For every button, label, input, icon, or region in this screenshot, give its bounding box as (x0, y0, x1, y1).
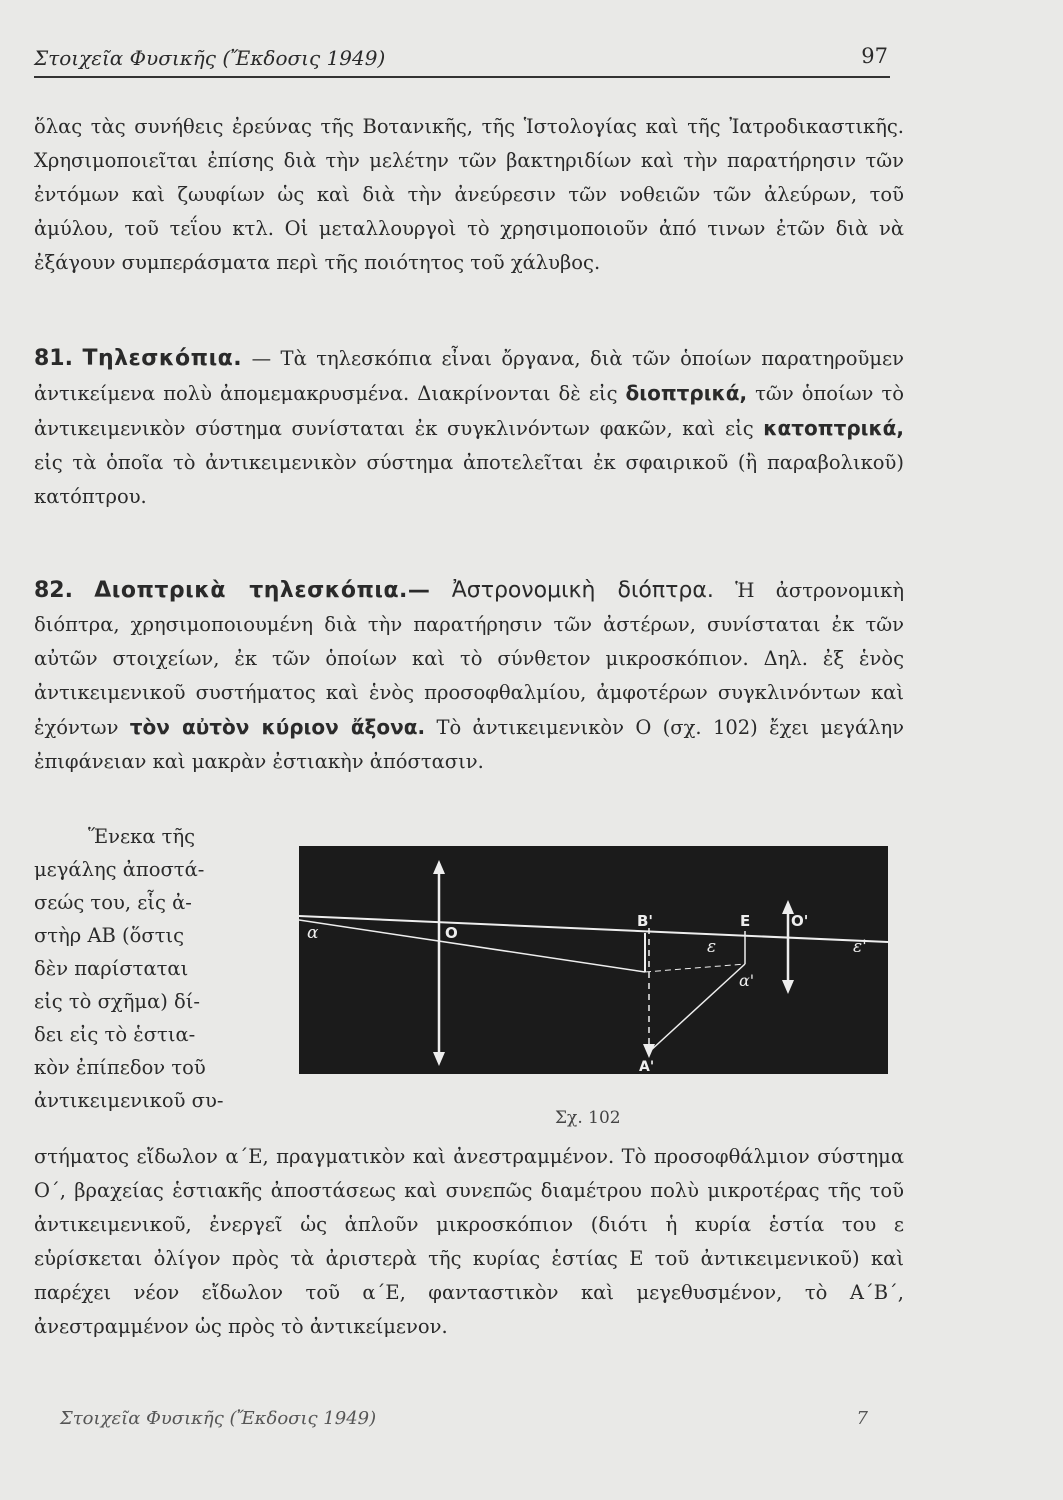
section-81-number: 81. (34, 346, 73, 371)
label-b-prime: B' (637, 912, 654, 930)
side-text-column (34, 820, 270, 1117)
label-epsilon-prime: ε' (853, 937, 867, 957)
incident-ray (299, 920, 645, 972)
objective-arrow-top (433, 860, 445, 874)
term-katoptrika: κατοπτρικά, (763, 416, 904, 440)
signature-footer (60, 1408, 890, 1438)
objective-arrow-bottom (433, 1052, 445, 1066)
section-82 (34, 574, 904, 779)
term-common-axis: τὸν αὐτὸν κύριον ἄξονα. (129, 715, 426, 739)
side-line: εἰς τὸ σχῆμα) δί- (34, 990, 201, 1013)
side-line: μεγάλης ἀποστά- (34, 858, 205, 881)
term-dioptrika: διοπτρικά, (625, 381, 748, 405)
final-text: στήματος εἴδωλον α΄Ε, πραγματικὸν καὶ ἀνεστραμμένον. Τὸ προσοφθάλμιον σύστημα Ο΄, βραχείας ἑστιακῆς ἀποστάσεως καὶ συνεπῶς διαμέτρου πολὺ μικροτέρας τῆς τοῦ ἀντικειμενικοῦ, ἐνεργεῖ ὡς ἁπλοῦν μικροσκόπιον (διότι ἡ κυρία ἑστία του ε εὑρίσκεται ὀλίγον πρὸς τὰ ἀριστερὰ τῆς κυρίας ἑστίας Ε τοῦ ἀντικειμενικοῦ) καὶ παρέχει νέον εἴδωλον τοῦ α΄Ε, φανταστικὸν καὶ μεγεθυσμένον, τὸ Α΄Β΄, ἀνεστραμμένον ὡς πρὸς τὸ ἀντικείμενον. (34, 1145, 904, 1338)
signature-mark: 7 (856, 1408, 868, 1429)
side-line: στὴρ ΑΒ (ὅστις (34, 924, 185, 947)
construction-line (645, 964, 745, 972)
intro-text: ὅλας τὰς συνήθεις ἐρεύνας τῆς Βοτανικῆς, τῆς Ἱστολογίας καὶ τῆς Ἰατροδικαστικῆς. Χρησιμοποιεῖται ἐπίσης διὰ τὴν μελέτην τῶν βακτηριδίων καὶ τὴν παρατήρησιν τῶν ἐντόμων καὶ ζωυφίων ὡς καὶ διὰ τὴν ἀνεύρεσιν τῶν νοθειῶν τῶν ἀλεύρων, τοῦ ἀμύλου, τοῦ τεΐου κτλ. Οἱ μεταλλουργοὶ τὸ χρησιμοποιοῦν ἀπό τινων ἐτῶν διὰ νὰ ἐξάγουν συμπεράσματα περὶ τῆς ποιότητος τοῦ χάλυβος. (34, 115, 904, 274)
header-title: Στοιχεῖα Φυσικῆς (Ἔκδοσις 1949) (34, 46, 386, 70)
page-number: 97 (861, 44, 888, 68)
section-82-number: 82. (34, 578, 73, 603)
side-line: ἀντικειμενικοῦ συ- (34, 1089, 224, 1112)
ray-diagram (299, 846, 888, 1074)
section-82-title: Διοπτρικὰ τηλεσκόπια.— (94, 578, 431, 603)
side-line: σεώς του, εἷς ἀ- (34, 891, 192, 914)
section-81-text-b: τῶν ὁποίων τὸ ἀντικειμενικὸν σύστημα συνίσταται ἐκ συγκλινόντων φακῶν, καὶ εἰς (34, 382, 904, 440)
label-alpha: α (307, 923, 319, 943)
label-e: E (740, 912, 751, 930)
label-alpha-prime: α' (739, 971, 755, 990)
section-81-text-a: — Τὰ τηλεσκόπια εἶναι ὄργανα, διὰ τῶν ὁποίων παρατηροῦμεν ἀντικείμενα πολὺ ἀπομεμακρυσμένα. Διακρίνονται δὲ εἰς (34, 347, 905, 405)
side-line: κὸν ἐπίπεδον τοῦ (34, 1056, 206, 1079)
intro-paragraph (34, 110, 904, 280)
running-header (34, 42, 890, 78)
section-82-text-a: Ἡ ἀστρονομικὴ διόπτρα, χρησιμοποιουμένη διὰ τὴν παρατήρησιν τῶν ἀστέρων, συνίσταται ἐκ τῶν αὐτῶν στοιχείων, ἐκ τῶν ὁποίων καὶ τὸ σύνθετον μικροσκόπιον. Δηλ. ἐξ ἑνὸς ἀντικειμενικοῦ συστήματος καὶ ἑνὸς προσοφθαλμίου, ἀμφοτέρων συγκλινόντων καὶ ἐχόντων (34, 579, 905, 739)
section-82-text-b: Τὸ ἀντικειμενικὸν Ο (σχ. 102) ἔχει μεγάλην ἐπιφάνειαν καὶ μακρὰν ἐστιακὴν ἀπόστασιν. (34, 716, 905, 773)
final-paragraph (34, 1140, 904, 1344)
eyepiece-arrow-bottom (782, 980, 794, 994)
label-o-prime: O' (791, 912, 809, 930)
virtual-image-arrow (643, 1044, 655, 1058)
side-line: δὲν παρίσταται (34, 957, 189, 980)
section-81-text-c: εἰς τὰ ὁποῖα τὸ ἀντικειμενικὸν σύστημα ἀποτελεῖται ἐκ σφαιρικοῦ (ἢ παραβολικοῦ) κατόπτρου. (34, 451, 904, 508)
section-81 (34, 342, 904, 514)
figure-caption: Σχ. 102 (555, 1108, 621, 1128)
telescope-diagram (299, 846, 888, 1074)
label-o: O (445, 924, 458, 942)
virtual-ray (649, 964, 745, 1052)
side-line: Ἕνεκα τῆς (88, 825, 196, 848)
label-epsilon: ε (707, 937, 717, 957)
footer-title: Στοιχεῖα Φυσικῆς (Ἔκδοσις 1949) (60, 1408, 377, 1429)
side-line: δει εἰς τὸ ἑστια- (34, 1023, 196, 1046)
section-82-subtitle: Ἀστρονομικὴ διόπτρα. (451, 578, 714, 603)
section-81-title: Τηλεσκόπια. (82, 346, 243, 371)
label-a-prime: A' (639, 1059, 655, 1074)
